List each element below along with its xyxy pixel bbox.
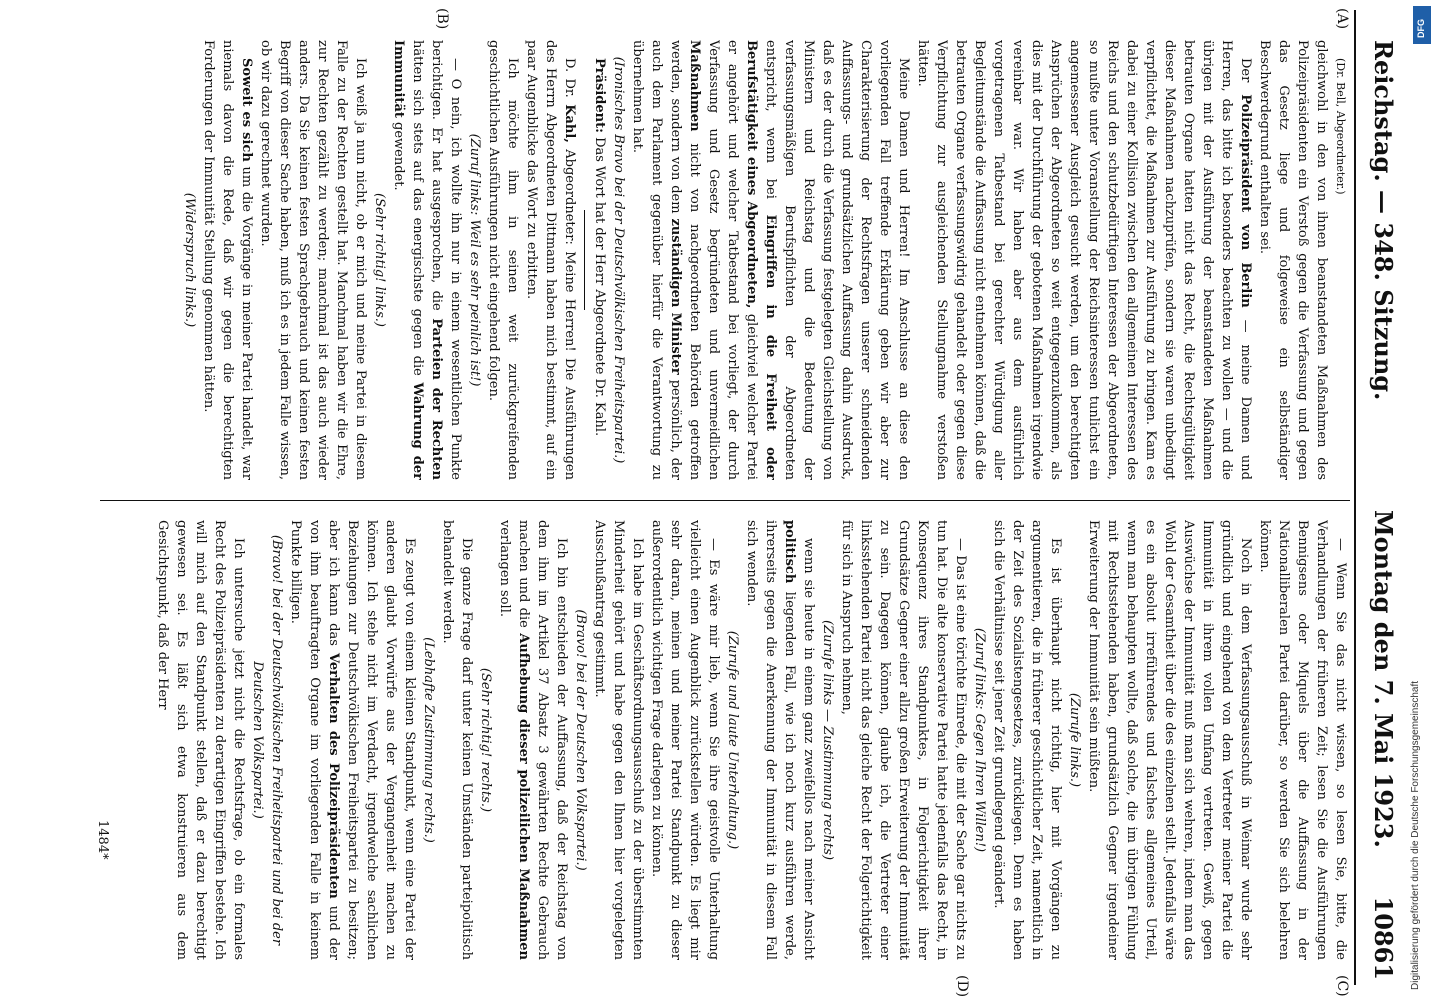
emphasis: Parteien der Rechten	[429, 318, 444, 480]
text: verlangen soll.	[497, 520, 512, 617]
paragraph	[628, 40, 913, 480]
text: nicht von nachgeordneten Behörden getroffen werden, sondern von dem	[668, 40, 702, 480]
interjection: (Ironisches Bravo bei der Deutschvölkischen Freiheitspartei.)	[611, 56, 626, 464]
text: D. Dr.	[562, 58, 577, 98]
right-column	[80, 520, 1350, 960]
paragraph: Ich habe im Geschäftsordnungsausschuß zu der überstimmten Minderheit gehört und habe gegen den Ihnen hier vorgelegten Ausschußantrag gestimmt.	[592, 520, 645, 960]
text: — meine Damen und Herren, das bitte ich besonders beachten zu wollen — und die übrigen mit der Ausführung der beanstandeten Maßnahmen betrauten Organe hatten nicht das Recht, die Rechtsgültigkeit dieser Maßnahmen nachzuprüfen, sondern sie waren unbedingt verpflichtet, die Maßnahmen zur Ausführung zu bringen. Kam es dabei zu einer Kollision zwischen den allgemeinen Interessen des Reichs und den schutzbedürftigen Interessen der Abgeordneten, so mußte unter Voranstellung der Reichsinteressen tunlichst ein angemessener Ausgleich gesucht werden, um den berechtigten Ansprüchen der Abgeordneten so weit entgegenzukommen, als dies mit der Durchführung der gebotenen Maßnahmen irgendwie vereinbar war. Wir haben aber aus dem ausführlich vorgetragenen Tatbestand bei gerechter Würdigung aller Begleitumstände die Auffassung nicht entnehmen können, daß die betrauten Organe verfassungswidrig gehandelt oder gegen diese Verpflichtung zur ausgleichenden Stellungnahme verstoßen hätten.	[915, 40, 1253, 480]
paragraph: Es ist überhaupt nicht richtig, hier mit Vorgängen zu argumentieren, die in früherer geschichtlicher Zeit, namentlich in der Zeit des Sozialistengesetzes, zurückliegen. Denn es haben sich die Verhältnisse seit jener Zeit grundlegend geändert.	[991, 520, 1063, 960]
text: und der von ihm beauftragten Organe im vorliegenden Falle in keinem Punkte billigen.	[288, 520, 341, 960]
emphasis: Aufhebung dieser polizeilichen Maßnahmen	[516, 633, 531, 960]
paragraph	[590, 40, 609, 480]
emphasis: Soweit es sich	[239, 58, 254, 162]
paragraph	[522, 40, 579, 480]
paragraph: Ich untersuche jetzt nicht die Rechtsfrage, ob ein formales Recht des Polizeipräsidenten zu derartigen Eingriffen bestehe. Ich will mich auf den Standpunkt stellen, daß er dazu berechtigt gewesen sei. Es läßt sich etwa konstruieren aus dem Gesichtspunkt, daß der Herr	[155, 520, 246, 960]
paragraph	[199, 40, 256, 480]
text: wenn sie heute in einem ganz zweifellos nach meiner Ansicht	[801, 538, 816, 960]
session-title: Reichstag. — 348. Sitzung.	[1369, 40, 1398, 401]
emphasis: Polizeipräsident von Berlin	[1238, 94, 1253, 308]
dfg-logo-text: DFG	[1416, 19, 1426, 38]
left-column	[80, 40, 1350, 480]
digitisation-notice	[1408, 0, 1434, 1000]
interjection: (Zuruf links: Weil es sehr peinlich ist!)	[467, 133, 482, 387]
text: liegenden Fall, wie ich noch kurz ausführen werde, ihrerseits gegen die Anerkennung der Immunität in diesem Fall sich wenden.	[744, 520, 797, 960]
text: gewendet.	[391, 122, 406, 191]
text: Es zeugt von einem kleinen Standpunkt, wenn eine Partei der anderen glaubt Vorwürfe aus der Vergangenheit machen zu können. Ich stehe nicht im Verdacht, irgendwelche sachlichen Beziehungen zur Deutschvölkischen Freiheitspartei zu besitzen; aber ich kann das	[326, 520, 417, 960]
paragraph: Ich möchte ihm in seinen weit zurückgreifenden geschichtlichen Ausführungen nicht eingehend folgen.	[486, 40, 520, 480]
page-header	[1354, 10, 1410, 985]
margin-mark-a: (A)	[1334, 8, 1350, 30]
interjection: (Zuruf links: Gegen Ihren Willen!)	[972, 627, 987, 853]
emphasis: politisch	[782, 520, 797, 584]
funding-notice: Digitalisierung gefördert durch die Deutsche Forschungsgemeinschaft	[1410, 680, 1421, 990]
emphasis: Maßnahmen	[687, 40, 702, 132]
page-number: 10861	[1369, 896, 1398, 980]
emphasis: Wahrung der Immunität	[391, 40, 425, 480]
text: Der	[1238, 58, 1253, 83]
running-head: (Dr. Bell, Abgeordneter.)	[1334, 58, 1347, 195]
paragraph: — Es wäre mir lieb, wenn Sie ihre geistvolle Unterhaltung vielleicht einen Augenblick zurückstellen würden. Es liegt mir sehr daran, meinen und meiner Partei Standpunkt zu dieser außerordentlich wichtigen Frage darlegen zu können.	[649, 520, 721, 960]
paragraph: — Das ist eine törichte Einrede, die mit der Sache gar nichts zu tun hat. Die alte konservative Partei hatte jedenfalls das Recht, in Konsequenz ihres Standpunktes, in Folgerichtigkeit ihrer Grundsätze Gegner einer allzu großen Erweiterung der Immunität zu sein. Dagegen können, glaube ich, die Vertreter einer linksstehenden Partei nicht das gleiche Recht der Folgerichtigkeit für sich in Anspruch nehmen,	[839, 520, 968, 960]
interjection: (Widerspruch links.)	[182, 192, 197, 328]
session-date: Montag den 7. Mai 1923.	[1369, 510, 1398, 848]
paragraph: Noch in dem Verfassungsausschuß in Weimar wurde sehr gründlich und eingehend von dem Vertreter meiner Partei die Immunität in ihrem vollen Umfang vertreten. Gewiß, gegen Auswüchse der Immunität muß man sich wehren, indem man das Wohl der Gesamtheit über die des einzelnen stellt. Jedenfalls wäre es ein absolut irreführendes und falsches allgemeines Urteil, wenn man behaupten wollte, daß solche, die im übrigen Fühlung mit Rechtsstehenden haben, grundsätzlich Gegner irgendeiner Erweiterung der Immunität sein müßten.	[1086, 520, 1253, 960]
paragraph: Die ganze Frage darf unter keinen Umständen parteipolitisch behandelt werden.	[440, 520, 474, 960]
text: — O nein, ich wollte ihn nur in einem wesentlichen Punkte berichtigen. Er hat ausgesprochen, die	[429, 40, 463, 480]
paragraph: gleichwohl in den von ihnen beanstandeten Maßnahmen des Polizeipräsidenten ein Verstoß gegen die Verfassung und gegen das Gesetz liege und folgeweise ein selbständiger Beschwerdegrund enthalten sei.	[1257, 40, 1329, 480]
speaker: Präsident:	[592, 58, 607, 133]
emphasis: zuständigen Minister	[668, 218, 683, 375]
newspaper-page	[65, 0, 1410, 1000]
interjection: (Zurufe links.)	[1067, 692, 1082, 788]
interjection: (Zurufe links — Zustimmung rechts)	[820, 619, 835, 861]
text: Meine Damen und Herren! Im Anschlusse an diese den vorliegenden Fall treffende Erklärung geben wir aber zur Charakterisierung der Rechtsfragen unserer schneidenden Auffassungs- und grundsätzlichen Auffassung dahin Ausdruck, daß es der durch die Verfassung festgelegten Gleichstellung von Ministern und Reichstag und die Bedeutung der verfassungsmäßigen Berufspflichten der Abgeordneten entspricht, wenn bei	[763, 40, 911, 480]
section-rule	[584, 210, 585, 310]
paragraph: — Wenn Sie das nicht wissen, so lesen Sie, bitte, die Verhandlungen der früheren Zeit; lesen Sie die Ausführungen Bennigsens oder Miquels über die Auffassung in der Nationalliberalen Partei darüber, so werden Sie sich belehren können.	[1257, 520, 1348, 960]
text: um die Vorgänge in meiner Partei handelt, war niemals davon die Rede, daß wir gegen die berechtigten Forderungen der Immunität Stellung genommen hätten.	[201, 40, 254, 480]
paragraph	[742, 520, 818, 960]
interjection: (Bravo! bei der Deutschen Volkspartei.)	[573, 609, 588, 871]
text: gleichviel welcher Partei er angehört und welcher Tatbestand bei vorliegt, der durch Verfassung und Gesetz begründeten und unvermeidlichen	[706, 40, 759, 480]
interjection: (Sehr richtig! rechts.)	[478, 667, 493, 813]
emphasis: Eingriffen in die Freiheit oder Berufstätigkeit eines Abgeordneten,	[744, 40, 778, 480]
text: hätten sich stets auf das energischste gegen die	[410, 40, 425, 376]
interjection: (Zurufe und laute Unterhaltung.)	[725, 630, 740, 850]
speaker: Kahl,	[562, 104, 577, 143]
paragraph	[286, 520, 419, 960]
emphasis: Verhalten des Polizeipräsidenten	[326, 652, 341, 899]
signature-number: 1484*	[95, 820, 110, 860]
paragraph	[495, 520, 571, 960]
paragraph: Ich weiß ja nun nicht, ob er mich und meine Partei in diesem Falle zu der Rechten gestellt hat. Manchmal haben wir die Ehre, zur Rechten gezählt zu werden; manchmal ist das auch wieder anders. Da Sie keinen festen Sprachgebrauch und keinen festen Begriff von dieser Sache haben, muß ich es in jedem Falle wissen, ob wir dazu gerechnet wurden.	[258, 40, 368, 480]
text: Das Wort hat der Herr Abgeordnete Dr. Kahl.	[592, 137, 607, 437]
interjection: (Sehr richtig! links.)	[372, 193, 387, 327]
margin-mark-b: (B)	[434, 8, 450, 30]
paragraph	[389, 40, 465, 480]
text: persönlich, der auch dem Parlament gegenüber hierfür die Verantwortung zu übernehmen hat.	[630, 40, 683, 480]
interjection: (Bravo! bei der Deutschvölkischen Freiheitspartei und bei der Deutschen Volkspartei.)	[250, 534, 284, 946]
interjection: (Lebhafte Zustimmung rechts.)	[421, 637, 436, 843]
margin-mark-d: (D)	[954, 975, 970, 998]
paragraph	[913, 40, 1255, 480]
column-divider	[100, 500, 1350, 501]
text: Ich bin entschieden der Auffassung, daß der Reichstag von dem ihm im Artikel 37 Absatz 3 gewährten Rechte Gebrauch machen und die	[516, 520, 569, 960]
margin-mark-c: (C)	[1334, 975, 1350, 997]
text: Abgeordneter: Meine Herren! Die Ausführungen des Herrn Abgeordneten Dittmann haben mich bestimmt, auf ein paar Augenblicke das Wort zu erbitten.	[524, 40, 577, 480]
dfg-logo	[1413, 6, 1431, 44]
